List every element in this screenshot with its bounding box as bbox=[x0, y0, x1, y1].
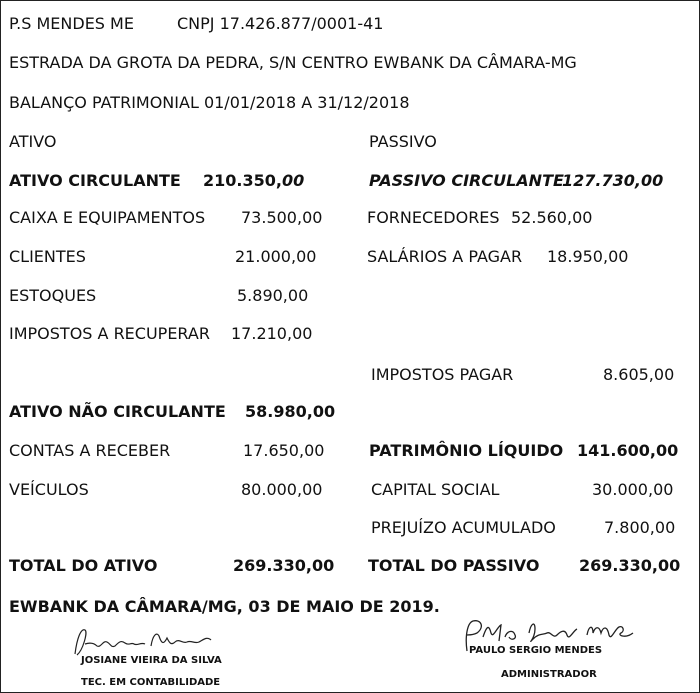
passivo-circulante-label: PASSIVO CIRCULANTE bbox=[369, 171, 564, 190]
clientes-value: 21.000,00 bbox=[235, 247, 317, 266]
ativo-nao-circulante-label: ATIVO NÃO CIRCULANTE bbox=[9, 402, 226, 421]
salarios-value: 18.950,00 bbox=[547, 247, 629, 266]
fornecedores-value: 52.560,00 bbox=[511, 208, 593, 227]
total-ativo-value: 269.330,00 bbox=[233, 556, 335, 575]
total-passivo-value: 269.330,00 bbox=[579, 556, 681, 575]
signer1-role: TEC. EM CONTABILIDADE bbox=[81, 677, 221, 688]
patrimonio-liquido-value: 141.600,00 bbox=[577, 441, 679, 460]
fornecedores-label: FORNECEDORES bbox=[367, 208, 500, 227]
veiculos-value: 80.000,00 bbox=[241, 480, 323, 499]
impostos-pagar-value: 8.605,00 bbox=[603, 365, 675, 384]
contas-receber-label: CONTAS A RECEBER bbox=[9, 441, 171, 460]
total-passivo-label: TOTAL DO PASSIVO bbox=[368, 556, 540, 575]
impostos-recuperar-label: IMPOSTOS A RECUPERAR bbox=[9, 324, 210, 343]
total-ativo-label: TOTAL DO ATIVO bbox=[9, 556, 158, 575]
signer2-role: ADMINISTRADOR bbox=[501, 669, 597, 680]
salarios-label: SALÁRIOS A PAGAR bbox=[367, 247, 523, 266]
signer1-name: JOSIANE VIEIRA DA SILVA bbox=[81, 655, 222, 666]
ativo-nao-circulante-value: 58.980,00 bbox=[245, 402, 336, 421]
estoques-value: 5.890,00 bbox=[237, 286, 309, 305]
caixa-label: CAIXA E EQUIPAMENTOS bbox=[9, 208, 206, 227]
company-name: P.S MENDES ME bbox=[9, 14, 134, 33]
impostos-recuperar-value: 17.210,00 bbox=[231, 324, 313, 343]
ativo-circulante-value-dec: 00 bbox=[281, 171, 305, 190]
passivo-circulante-value: 127.730,00 bbox=[562, 171, 664, 190]
patrimonio-liquido-label: PATRIMÔNIO LÍQUIDO bbox=[369, 441, 564, 460]
prejuizo-value: 7.800,00 bbox=[604, 518, 676, 537]
place-date: EWBANK DA CÂMARA/MG, 03 DE MAIO DE 2019. bbox=[9, 597, 440, 616]
company-address: ESTRADA DA GROTA DA PEDRA, S/N CENTRO EWBANK DA CÂMARA-MG bbox=[9, 53, 577, 72]
impostos-pagar-label: IMPOSTOS PAGAR bbox=[371, 365, 514, 384]
signer2-name: PAULO SERGIO MENDES bbox=[469, 645, 603, 656]
clientes-label: CLIENTES bbox=[9, 247, 86, 266]
ativo-heading: ATIVO bbox=[9, 132, 57, 151]
caixa-value: 73.500,00 bbox=[241, 208, 323, 227]
veiculos-label: VEÍCULOS bbox=[9, 480, 89, 499]
capital-social-value: 30.000,00 bbox=[592, 480, 674, 499]
document-title: BALANÇO PATRIMONIAL 01/01/2018 A 31/12/2018 bbox=[9, 93, 410, 112]
passivo-heading: PASSIVO bbox=[369, 132, 437, 151]
ativo-circulante-label: ATIVO CIRCULANTE bbox=[9, 171, 181, 190]
ativo-circulante-value-int: 210.350, bbox=[203, 171, 282, 190]
capital-social-label: CAPITAL SOCIAL bbox=[371, 480, 500, 499]
contas-receber-value: 17.650,00 bbox=[243, 441, 325, 460]
company-cnpj: CNPJ 17.426.877/0001-41 bbox=[177, 14, 384, 33]
estoques-label: ESTOQUES bbox=[9, 286, 97, 305]
prejuizo-label: PREJUÍZO ACUMULADO bbox=[371, 518, 556, 537]
ativo-circulante-value bbox=[203, 173, 304, 189]
